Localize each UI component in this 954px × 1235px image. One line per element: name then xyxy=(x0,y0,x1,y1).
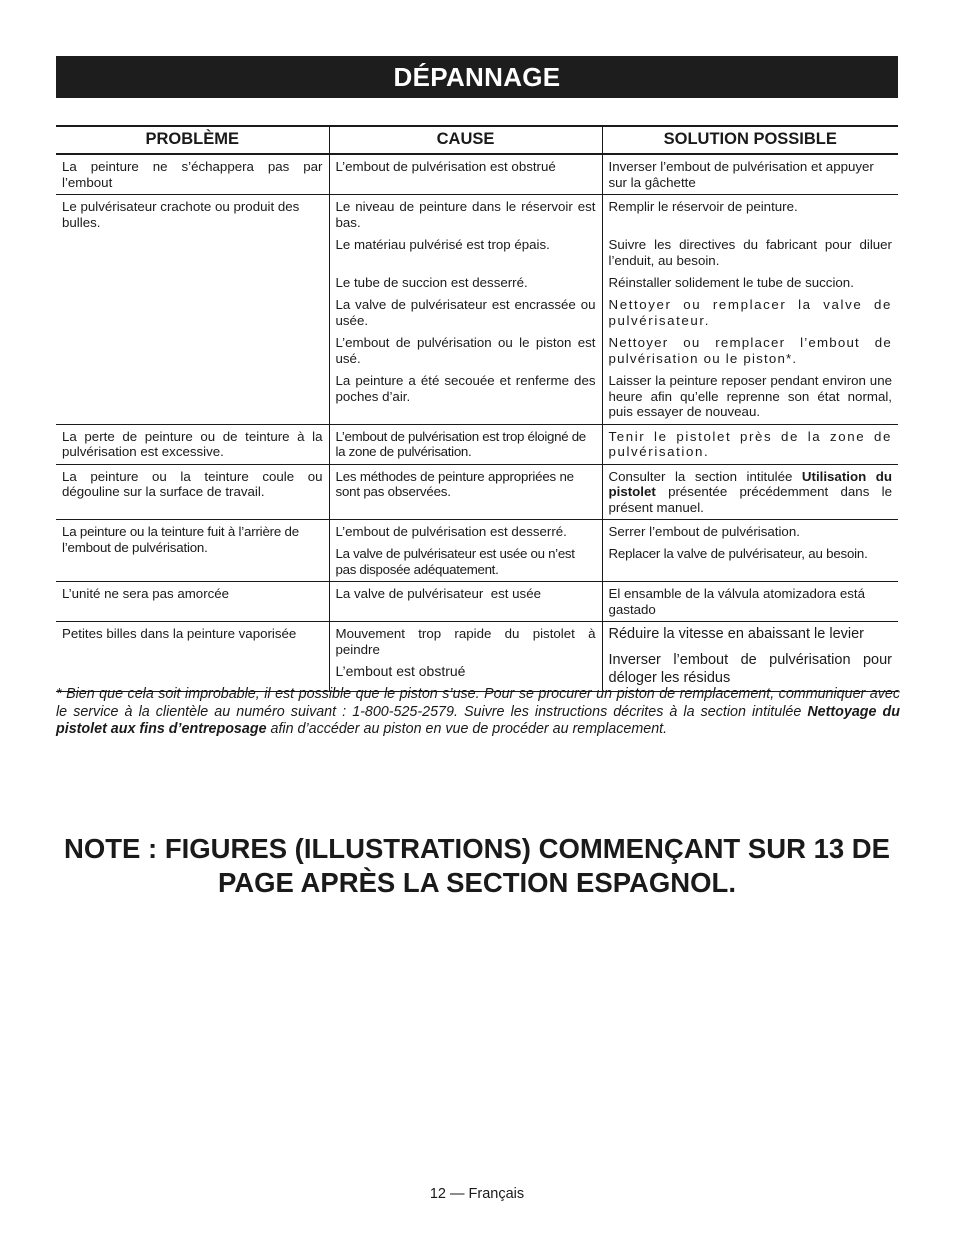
footnote-section-reference: Nettoyage du pistolet aux fins d’entreposage xyxy=(56,703,900,737)
solution-text: El ensamble de la válvula atomizadora está gastado xyxy=(608,586,865,617)
cause-text: Mouvement trop rapide du pistolet à peindre xyxy=(335,626,596,657)
cause-text: L’embout de pulvérisation est obstrué xyxy=(335,159,556,174)
cause-text: L’embout est obstrué xyxy=(335,663,466,679)
cause-text: L’embout de pulvérisation est trop éloigné de la zone de pulvérisation. xyxy=(335,428,586,459)
cause-text: La valve de pulvérisateur est usée xyxy=(335,586,541,601)
problem-cell: Le pulvérisateur crachote ou produit des bulles. xyxy=(56,195,329,425)
cause-cell xyxy=(329,622,602,692)
solution-text: Tenir le pistolet près de la zone de pulvérisation. xyxy=(608,428,892,459)
table-row xyxy=(56,622,898,692)
cause-cell xyxy=(329,464,602,520)
solution-text: Inverser l’embout de pulvérisation pour déloger les résidus xyxy=(608,652,892,686)
solution-text: Nettoyer ou remplacer l’embout de pulvérisation ou le piston*. xyxy=(608,335,892,366)
footnote-text: afin d’accéder au piston en vue de procéder au remplacement. xyxy=(266,721,668,737)
troubleshooting-table xyxy=(56,125,898,692)
page-footer: 12 — Français xyxy=(429,1186,525,1202)
solution-text: Remplir le réservoir de peinture. xyxy=(608,199,798,214)
section-reference: Utilisation du pistolet xyxy=(608,468,892,499)
cause-text: La peinture a été secouée et renferme des poches d’air. xyxy=(335,373,596,404)
cause-text: Le matériau pulvérisé est trop épais. xyxy=(335,237,550,252)
cause-text: La valve de pulvérisateur est usée ou n’est pas disposée adéquatement. xyxy=(335,546,575,577)
cause-cell xyxy=(329,582,602,622)
solution-text: Réinstaller solidement le tube de succion. xyxy=(608,275,854,290)
cause-text: L’embout de pulvérisation ou le piston est usé. xyxy=(335,335,596,366)
figures-note-line: NOTE : FIGURES (ILLUSTRATIONS) COMMENÇANT SUR 13 DE xyxy=(63,833,891,864)
problem-cell: Petites billes dans la peinture vaporisée xyxy=(56,622,329,692)
solution-cell xyxy=(602,622,898,692)
figures-note-line: PAGE APRÈS LA SECTION ESPAGNOL. xyxy=(218,867,736,898)
solution-text: Replacer la valve de pulvérisateur, au besoin. xyxy=(608,546,868,561)
solution-cell xyxy=(602,520,898,582)
table-header-row xyxy=(56,126,898,154)
table-row xyxy=(56,464,898,520)
cause-cell xyxy=(329,424,602,464)
cause-text: Les méthodes de peinture appropriées ne sont pas observées. xyxy=(335,468,574,499)
solution-text: Nettoyer ou remplacer la valve de pulvérisateur. xyxy=(608,297,892,328)
solution-text xyxy=(609,469,893,516)
page-title: DÉPANNAGE xyxy=(56,56,898,98)
figures-note xyxy=(40,832,914,900)
header-cause: CAUSE xyxy=(329,126,602,154)
table-row xyxy=(56,195,898,425)
table-row xyxy=(56,582,898,622)
solution-cell xyxy=(602,424,898,464)
problem-cell: L’unité ne sera pas amorcée xyxy=(56,582,329,622)
table-row xyxy=(56,424,898,464)
problem-cell: La perte de peinture ou de teinture à la pulvérisation est excessive. xyxy=(56,424,329,464)
cause-cell xyxy=(329,195,602,425)
solution-cell xyxy=(602,464,898,520)
problem-cell: La peinture ou la teinture coule ou dégouline sur la surface de travail. xyxy=(56,464,329,520)
footnote xyxy=(56,686,900,739)
table-row xyxy=(56,154,898,195)
header-solution: SOLUTION POSSIBLE xyxy=(602,126,898,154)
solution-text: Inverser l’embout de pulvérisation et appuyer sur la gâchette xyxy=(608,159,874,190)
solution-text: Suivre les directives du fabricant pour diluer l’enduit, au besoin. xyxy=(608,237,892,268)
solution-text: Laisser la peinture reposer pendant environ une heure afin qu’elle reprenne son état normal, puis essayer de nouveau. xyxy=(608,373,892,419)
solution-text: Réduire la vitesse en abaissant le levier xyxy=(608,626,864,642)
problem-cell: La peinture ne s’échappera pas par l’embout xyxy=(56,154,329,195)
cause-text: Le tube de succion est desserré. xyxy=(335,275,528,290)
cause-text: La valve de pulvérisateur est encrassée ou usée. xyxy=(335,297,596,328)
footnote-text: * Bien que cela soit improbable, il est possible que le piston s’use. Pour se procurer un piston de remplacement, communiquer avec le service à la clientèle au numéro suivant : 1-800-525-2579. Suivre les instructions décrites à la section intitulée xyxy=(56,686,900,720)
solution-text: Serrer l’embout de pulvérisation. xyxy=(608,524,800,539)
solution-cell xyxy=(602,582,898,622)
header-problem: PROBLÈME xyxy=(56,126,329,154)
solution-cell xyxy=(602,195,898,425)
solution-text-part: présentée précédemment dans le présent manuel. xyxy=(608,484,892,515)
cause-cell xyxy=(329,154,602,195)
cause-cell xyxy=(329,520,602,582)
solution-cell xyxy=(602,154,898,195)
cause-text: Le niveau de peinture dans le réservoir est bas. xyxy=(335,199,596,230)
problem-cell: La peinture ou la teinture fuit à l’arrière de l’embout de pulvérisation. xyxy=(56,520,329,582)
cause-text: L’embout de pulvérisation est desserré. xyxy=(335,524,567,539)
table-row xyxy=(56,520,898,582)
solution-text-part: Consulter la section intitulée xyxy=(608,468,802,484)
